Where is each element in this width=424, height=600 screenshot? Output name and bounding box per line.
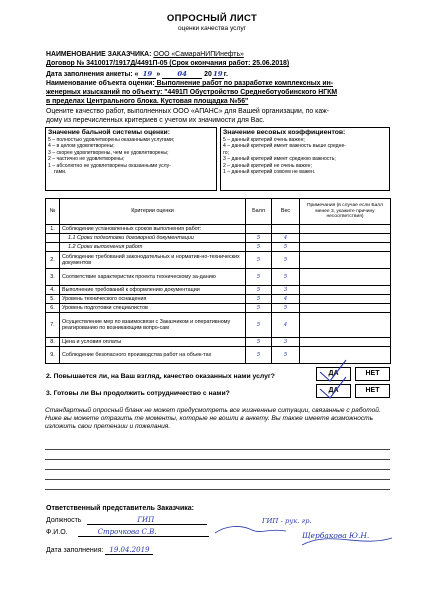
criteria-weight[interactable] <box>272 225 300 234</box>
criteria-text: Соответствие характеристик проекта техническому за-данию <box>60 269 246 286</box>
criteria-note[interactable] <box>300 313 391 338</box>
criteria-num: 4. <box>46 286 60 295</box>
object-text-1: Выполнение работ по разработке комплексных ин- <box>154 80 334 87</box>
criteria-num: 2. <box>46 252 60 269</box>
position-value: ГИП <box>87 516 207 525</box>
criteria-text: 1.2 Сроки выполнения работ <box>60 243 246 252</box>
name-row <box>46 528 209 537</box>
weight-legend-line: 4 – данный критерий имеет важность выше средне- <box>223 143 346 150</box>
fill-date-line <box>46 70 386 79</box>
weight-legend-line: 3 – данный критерий имеет среднюю важность; <box>223 156 336 163</box>
criteria-note[interactable] <box>300 225 391 234</box>
criteria-row <box>46 313 391 338</box>
criteria-num: 1. <box>46 225 60 234</box>
question-3-no-option[interactable] <box>355 384 390 398</box>
customer-value: ООО «СамараНИПИнефть» <box>153 51 244 58</box>
criteria-num <box>46 234 60 243</box>
scale-legend-line: 5 – полностью удовлетворены оказанными услугами; <box>48 137 175 143</box>
col-num-header: № <box>46 199 60 225</box>
criteria-score[interactable]: 5 <box>246 338 272 347</box>
weight-legend-line: 1 – данный критерий совсем не важен. <box>223 169 316 176</box>
question-3-text: Готовы ли Вы продолжить сотрудничество с нами? <box>53 390 230 397</box>
criteria-text: Выполнение требований к оформлению документации <box>60 286 246 295</box>
comment-line[interactable] <box>45 489 390 490</box>
criteria-note[interactable] <box>300 234 391 243</box>
question-3-yes-label: ДА <box>328 387 339 394</box>
scale-legend-title: Значение бальной системы оценки: <box>48 129 170 136</box>
criteria-weight[interactable]: 5 <box>272 243 300 252</box>
weight-legend-line: 2 – данный критерий не очень важен; <box>223 162 312 169</box>
comment-line[interactable] <box>45 459 390 460</box>
weight-legend-box <box>220 127 390 191</box>
criteria-num: 6. <box>46 304 60 313</box>
customer-label: НАИМЕНОВАНИЕ ЗАКАЗЧИКА: <box>46 51 152 58</box>
criteria-note[interactable] <box>300 286 391 295</box>
weight-legend-title: Значение весовых коэффициентов: <box>223 129 346 136</box>
position-row <box>46 516 207 525</box>
scale-legend-line: 1 – абсолютно не удовлетворены оказанными услу- <box>48 162 171 169</box>
signature-text: Щербакова Ю.Н. <box>302 531 370 540</box>
object-line-3: в пределах Центрального блока. Кустовая площадка №56" <box>46 98 249 105</box>
question-2 <box>46 373 275 380</box>
criteria-table <box>45 198 391 364</box>
scale-legend-box <box>45 127 217 191</box>
criteria-text: Соблюдение требований законодательных и норматив-но-технических документов <box>60 252 246 269</box>
criteria-num: 8. <box>46 338 60 347</box>
name-value: Строчкова С.В. <box>78 528 209 537</box>
scale-legend-line: гами. <box>54 169 67 176</box>
col-criteria-header: Критерии оценки <box>60 199 246 225</box>
question-2-no-label: НЕТ <box>365 370 380 377</box>
criteria-num: 5. <box>46 295 60 304</box>
customer-signature <box>215 526 286 533</box>
criteria-row <box>46 243 391 252</box>
criteria-note[interactable] <box>300 347 391 364</box>
criteria-score[interactable]: 5 <box>246 234 272 243</box>
col-note-header: Примечания (в случае если Балл менее 3, укажите причину несоответствия) <box>300 199 391 225</box>
criteria-num <box>46 243 60 252</box>
responsible-heading: Ответственный представитель Заказчика: <box>46 505 194 512</box>
criteria-text: Соблюдение безопасного производства работ на объек-тах <box>60 347 246 364</box>
name-label: Ф.И.О. <box>46 529 68 536</box>
question-3 <box>46 390 230 397</box>
comment-line[interactable] <box>45 479 390 480</box>
criteria-weight[interactable]: 5 <box>272 304 300 313</box>
criteria-row <box>46 295 391 304</box>
criteria-score[interactable]: 5 <box>246 243 272 252</box>
object-line-1 <box>46 80 386 88</box>
criteria-weight[interactable]: 4 <box>272 295 300 304</box>
comment-line[interactable] <box>45 449 390 450</box>
question-2-no-option[interactable] <box>355 367 390 381</box>
criteria-text: Осуществление мер по взаимосвязи с Заказчиком и оперативному реагированию по возникающим вопро-сам <box>60 313 246 338</box>
criteria-note[interactable] <box>300 269 391 286</box>
scale-legend-line: 2 – частично не удовлетворены; <box>48 156 125 163</box>
stamp-text: ГИП - рук. гр. <box>262 517 312 525</box>
weight-legend-line: го; <box>223 149 229 156</box>
criteria-num: 3. <box>46 269 60 286</box>
criteria-score[interactable]: 5 <box>246 252 272 269</box>
criteria-weight[interactable]: 5 <box>272 269 300 286</box>
fill-date-end: г. <box>223 71 228 78</box>
criteria-row <box>46 225 391 234</box>
criteria-row <box>46 338 391 347</box>
contract-line: Договор № 3410017/1917Д/4491П-05 (Срок окончания работ: 25.06.2018) <box>46 60 290 67</box>
criteria-row <box>46 304 391 313</box>
position-label: Должность <box>46 517 82 524</box>
criteria-note[interactable] <box>300 295 391 304</box>
fill-date-label: Дата заполнения анкеты: « <box>46 71 139 78</box>
criteria-score[interactable]: 5 <box>246 313 272 338</box>
question-3-yes-option[interactable] <box>316 384 351 398</box>
scale-legend-line: 4 – в целом удовлетворены; <box>48 143 115 150</box>
fill-date-sep: » <box>156 71 161 78</box>
criteria-note[interactable] <box>300 338 391 347</box>
criteria-weight[interactable]: 4 <box>272 313 300 338</box>
criteria-text: Уровень технического оснащения <box>60 295 246 304</box>
criteria-weight[interactable]: 5 <box>272 252 300 269</box>
comment-line[interactable] <box>45 469 390 470</box>
footer-date-row <box>46 546 153 555</box>
criteria-weight[interactable]: 3 <box>272 338 300 347</box>
criteria-score[interactable] <box>246 225 272 234</box>
object-label: Наименование объекта оценки: <box>46 80 155 87</box>
criteria-text: Цена и условия оплаты <box>60 338 246 347</box>
document-title: ОПРОСНЫЙ ЛИСТ <box>166 13 258 24</box>
criteria-text: Соблюдение установленных сроков выполнения работ: <box>60 225 246 234</box>
question-2-yes-label: ДА <box>328 370 339 377</box>
question-3-no-label: НЕТ <box>365 387 380 394</box>
criteria-score[interactable]: 5 <box>246 295 272 304</box>
criteria-note[interactable] <box>300 252 391 269</box>
object-line-2: женерных изысканий по объекту: "4491П Обустройство Среднеботуобинского НГКМ <box>46 89 338 96</box>
comment-paragraph: Стандартный опросный бланк не может предусмотреть все жизненные ситуации, связанные с работой. Ниже вы можете отразить те моменты, которые не вошли в анкету. Вы также имеете возможность изложить свои претензии и пожелания. <box>45 407 381 431</box>
criteria-text: 1.1 Сроки подготовки договорной документации <box>60 234 246 243</box>
criteria-row <box>46 286 391 295</box>
customer-line <box>46 51 386 59</box>
criteria-header-row <box>46 199 391 225</box>
scale-legend-line: 3 – скорее удовлетворены, чем не удовлетворены; <box>48 149 169 156</box>
criteria-num: 9. <box>46 347 60 364</box>
criteria-score[interactable]: 5 <box>246 269 272 286</box>
question-3-num: 3. <box>46 390 52 397</box>
col-score-header: Балл <box>246 199 272 225</box>
criteria-weight[interactable]: 4 <box>272 234 300 243</box>
fill-date-day: 19 <box>138 70 156 79</box>
criteria-weight[interactable]: 5 <box>272 347 300 364</box>
criteria-score[interactable]: 5 <box>246 347 272 364</box>
criteria-score[interactable]: 5 <box>246 286 272 295</box>
criteria-weight[interactable]: 3 <box>272 286 300 295</box>
question-2-yes-option[interactable] <box>316 367 351 381</box>
criteria-num: 7. <box>46 313 60 338</box>
document-subtitle: оценки качества услуг <box>177 25 247 32</box>
fill-date-month: 04 <box>162 70 202 79</box>
intro-line-1: Оцените качество работ, выполненных ООО «АПАНС» для Вашей организации, по каж- <box>46 108 330 115</box>
criteria-text: Уровень подготовки специалистов <box>60 304 246 313</box>
criteria-score[interactable]: 5 <box>246 304 272 313</box>
criteria-note[interactable] <box>300 243 391 252</box>
intro-line-2: дому из перечисленных критериев с учетом их значимости для Вас. <box>46 117 265 124</box>
weight-legend-line: 5 – данный критерий очень важен; <box>223 137 305 143</box>
col-weight-header: Вес <box>272 199 300 225</box>
criteria-row <box>46 234 391 243</box>
question-2-num: 2. <box>46 373 52 380</box>
question-2-text: Повышается ли, на Ваш взгляд, качество оказанных нами услуг? <box>53 373 275 380</box>
criteria-row <box>46 269 391 286</box>
criteria-row <box>46 252 391 269</box>
footer-date-label: Дата заполнения: <box>46 547 104 554</box>
footer-date-value: 19.04.2019 <box>105 546 153 555</box>
criteria-row <box>46 347 391 364</box>
fill-date-year: 19 <box>212 70 223 78</box>
criteria-note[interactable] <box>300 304 391 313</box>
fill-date-year-prefix: 20 <box>204 71 212 78</box>
